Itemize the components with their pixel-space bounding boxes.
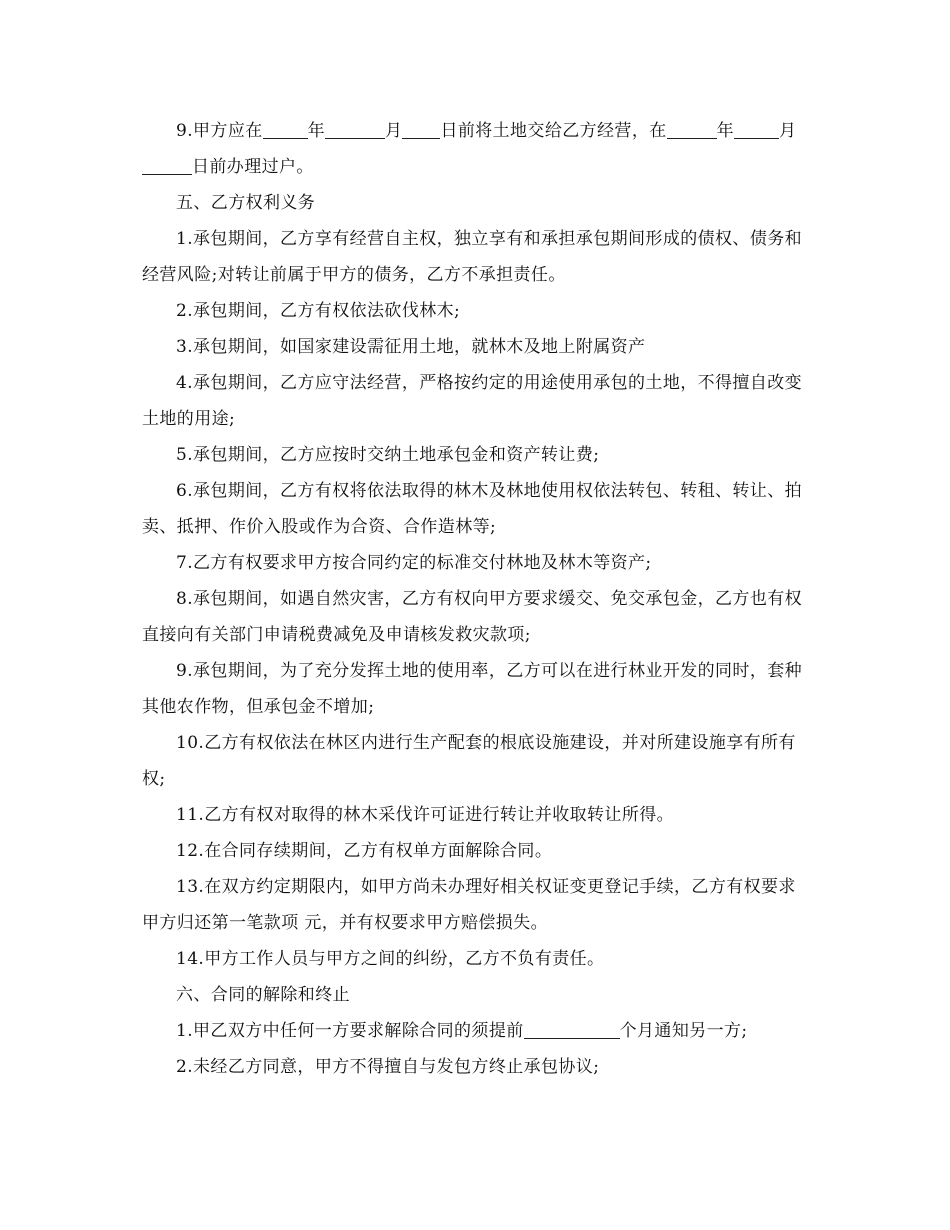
list-item: 10.乙方有权依法在林区内进行生产配套的根底设施建设，并对所建设施享有所有权; — [142, 733, 796, 789]
list-item: 13.在双方约定期限内，如甲方尚未办理好相关权证变更登记手续，乙方有权要求甲方归还第一笔款项 元，并有权要求甲方赔偿损失。 — [142, 877, 796, 933]
termination-item-1-suffix: 个月通知另一方; — [619, 1021, 748, 1041]
year-label: 年 — [307, 121, 326, 141]
blank-months — [524, 1018, 620, 1039]
list-item: 12.在合同存续期间，乙方有权单方面解除合同。 — [176, 841, 553, 861]
list-item: 3.承包期间，如国家建设需征用土地，就林木及地上附属资产 — [176, 337, 646, 357]
list-item: 8.承包期间，如遇自然灾害，乙方有权向甲方要求缓交、免交承包金，乙方也有权直接向有关部门申请税费减免及申请核发救灾款项; — [142, 589, 803, 645]
month-label-2: 月 — [779, 121, 797, 141]
list-item: 1.承包期间，乙方享有经营自主权，独立享有和承担承包期间形成的债权、债务和经营风险;对转让前属于甲方的债务，乙方不承担责任。 — [142, 229, 803, 285]
clause-9 — [142, 113, 810, 185]
blank-day-2 — [142, 154, 192, 175]
blank-day — [402, 118, 440, 139]
termination-item-2: 2.未经乙方同意，甲方不得擅自与发包方终止承包协议; — [176, 1057, 600, 1077]
day-label: 日前将土地交给乙方经营，在 — [440, 121, 667, 141]
blank-month-2 — [734, 118, 779, 139]
list-item: 2.承包期间，乙方有权依法砍伐林木; — [176, 301, 461, 321]
list-item: 7.乙方有权要求甲方按合同约定的标准交付林地及林木等资产; — [176, 553, 652, 573]
blank-year-2 — [667, 118, 717, 139]
contract-body — [142, 113, 810, 1085]
section-heading-5: 五、乙方权利义务 — [176, 193, 316, 213]
list-item: 6.承包期间，乙方有权将依法取得的林木及林地使用权依法转包、转租、转让、拍卖、抵押、作价入股或作为合资、合作造林等; — [142, 481, 803, 537]
day-label-2: 日前办理过户。 — [192, 157, 314, 177]
list-item: 5.承包期间，乙方应按时交纳土地承包金和资产转让费; — [176, 445, 600, 465]
list-item: 14.甲方工作人员与甲方之间的纠纷，乙方不负有责任。 — [176, 949, 605, 969]
blank-year — [263, 118, 308, 139]
termination-item-1 — [142, 1013, 810, 1049]
year-label-2: 年 — [716, 121, 735, 141]
list-item: 11.乙方有权对取得的林木采伐许可证进行转让并收取转让所得。 — [176, 805, 675, 825]
blank-month — [325, 118, 385, 139]
month-label: 月 — [385, 121, 403, 141]
termination-item-1-text: 1.甲乙双方中任何一方要求解除合同的须提前 — [176, 1021, 524, 1041]
clause-9-text: 9.甲方应在 — [176, 121, 263, 141]
section-heading-6: 六、合同的解除和终止 — [176, 985, 350, 1005]
list-item: 9.承包期间，为了充分发挥土地的使用率，乙方可以在进行林业开发的同时，套种其他农作物，但承包金不增加; — [142, 661, 803, 717]
list-item: 4.承包期间，乙方应守法经营，严格按约定的用途使用承包的土地，不得擅自改变土地的用途; — [142, 373, 803, 429]
